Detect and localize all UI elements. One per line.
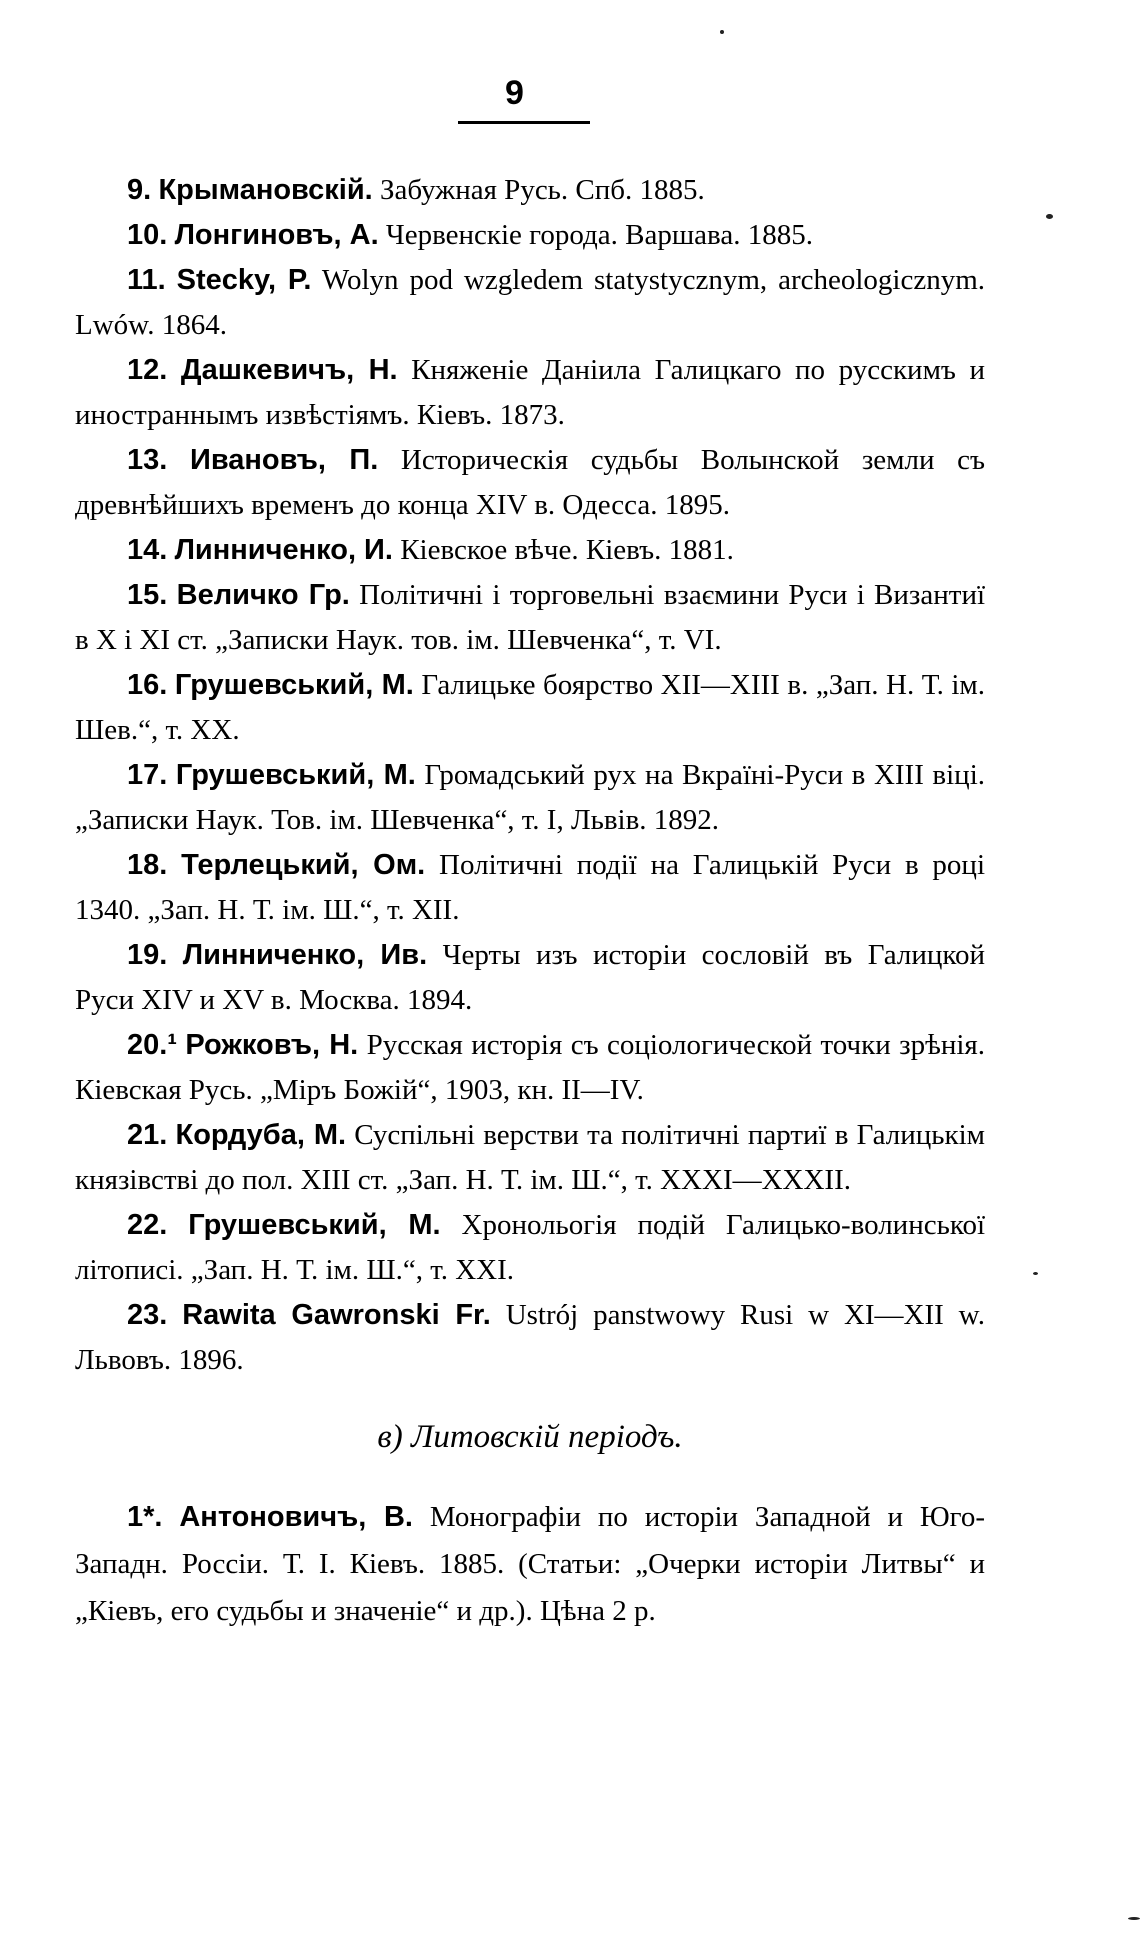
entry-number: 12. — [127, 354, 168, 386]
entry-title: Забужная Русь. Спб. 1885. — [380, 174, 705, 206]
bibliography-entry — [75, 168, 985, 213]
entry-author: Stecky, P. — [176, 264, 312, 296]
entry-number: 16. — [127, 669, 168, 701]
scan-speck — [1046, 214, 1053, 219]
entry-number: 22. — [127, 1209, 168, 1241]
entry-author: Лонгиновъ, А. — [174, 219, 379, 251]
entry-author: Линниченко, Ив. — [182, 939, 428, 971]
entry-author: Линниченко, И. — [174, 534, 393, 566]
entry-number: 15. — [127, 579, 168, 611]
entry-author: Кордуба, М. — [175, 1119, 347, 1151]
bibliography-list — [75, 168, 985, 1635]
entry-author: Крымановскій. — [158, 174, 373, 206]
entry-title: Монографіи по исторіи Западной и Юго-Западн. Россіи. Т. I. Кіевъ. 1885. (Статьи: „Очерки исторіи Литвы“ и „Кіевъ, его судьбы и значеніе“ и др.). Цѣна 2 р. — [75, 1501, 986, 1627]
section-title: в) Литовскій періодъ. — [377, 1419, 683, 1455]
bibliography-entry — [75, 1494, 985, 1635]
entry-number: 19. — [127, 939, 168, 971]
entry-title: Черты изъ исторіи сословій въ Галицкой Руси XIV и XV в. Москва. 1894. — [75, 939, 986, 1016]
entry-title: Хронольогія подій Галицько-волинської літописі. „Зап. Н. Т. ім. Ш.“, т. XXI. — [75, 1209, 985, 1286]
entry-number: 17. — [127, 759, 168, 791]
entry-number: 23. — [127, 1299, 168, 1331]
entry-author: Рожковъ, Н. — [185, 1029, 359, 1061]
scan-speck — [720, 30, 724, 34]
entry-number: 20.¹ — [127, 1029, 177, 1061]
bibliography-entry — [75, 258, 985, 348]
bibliography-entry — [75, 1023, 985, 1113]
entry-author: Грушевський, М. — [175, 759, 416, 791]
page-number-rule — [458, 121, 590, 124]
entry-title: Галицьке боярство XII—XIII в. „Зап. Н. Т. ім. Шев.“, т. XX. — [75, 669, 986, 746]
bibliography-entry — [75, 663, 985, 753]
entry-title: Русская исторія съ соціологической точки зрѣнія. Кіевская Русь. „Міръ Божій“, 1903, кн. II—IV. — [75, 1029, 985, 1106]
page-number: 9 — [505, 74, 524, 112]
entry-title: Політичні і торговельні взаємини Руси і Византиї в X і XI ст. „Записки Наук. тов. ім. Шевченка“, т. VI. — [75, 579, 986, 656]
entry-title: Ustrój panstwowy Rusi w XI—XII w. Львовъ. 1896. — [75, 1299, 985, 1376]
entry-author: Антоновичъ, В. — [179, 1501, 413, 1533]
entry-number: 13. — [127, 444, 168, 476]
bibliography-entry — [75, 348, 985, 438]
bibliography-entry — [75, 573, 985, 663]
entry-author: Ивановъ, П. — [189, 444, 379, 476]
entry-title: Wolyn pod wzgledem statystycznym, archeologicznym. Lwów. 1864. — [75, 264, 986, 341]
bibliography-entry — [75, 933, 985, 1023]
entry-author: Rawita Gawronski Fr. — [182, 1299, 491, 1331]
entry-author: Грушевський, М. — [174, 669, 414, 701]
entry-author: Терлецький, Ом. — [181, 849, 426, 881]
bibliography-entry — [75, 1293, 985, 1383]
entry-title: Кіевское вѣче. Кіевъ. 1881. — [400, 534, 734, 566]
entry-title: Княженіе Даніила Галицкаго по русскимъ и иностраннымъ извѣстіямъ. Кіевъ. 1873. — [75, 354, 986, 431]
entry-number: 10. — [127, 219, 168, 251]
entry-title: Громадський рух на Вкраїні-Руси в XIII віці. „Записки Наук. Тов. ім. Шевченка“, т. I, Львів. 1892. — [75, 759, 985, 836]
entry-author: Грушевський, М. — [188, 1209, 441, 1241]
entry-number: 21. — [127, 1119, 168, 1151]
entry-number: 9. — [127, 174, 152, 206]
scan-speck — [1033, 1272, 1038, 1275]
entry-title: Суспільні верстви та політичні партиї в Галицькім князівстві до пол. XIII ст. „Зап. Н. Т. ім. Ш.“, т. XXXI—XXXII. — [75, 1119, 986, 1196]
entry-title: Політичні події на Галицькій Руси в році 1340. „Зап. Н. Т. ім. Ш.“, т. XII. — [75, 849, 986, 926]
entry-author: Величко Гр. — [176, 579, 350, 611]
bibliography-entry — [75, 213, 985, 258]
scan-speck — [1128, 1917, 1140, 1920]
entry-title: Червенскіе города. Варшава. 1885. — [385, 219, 813, 251]
bibliography-entry — [75, 753, 985, 843]
section-entries-container — [75, 1494, 985, 1635]
entry-number: 1*. — [127, 1501, 163, 1533]
bibliography-entry — [75, 438, 985, 528]
bibliography-entry — [75, 1203, 985, 1293]
bibliography-entry — [75, 843, 985, 933]
bibliography-entry — [75, 1113, 985, 1203]
entry-author: Дашкевичъ, Н. — [180, 354, 398, 386]
entry-number: 14. — [127, 534, 168, 566]
entry-number: 11. — [127, 264, 166, 296]
entry-title: Историческія судьбы Волынской земли съ древнѣйшихъ временъ до конца XIV в. Одесса. 1895. — [75, 444, 985, 521]
entry-number: 18. — [127, 849, 168, 881]
bibliography-entry — [75, 528, 985, 573]
entries-container — [75, 168, 985, 1383]
